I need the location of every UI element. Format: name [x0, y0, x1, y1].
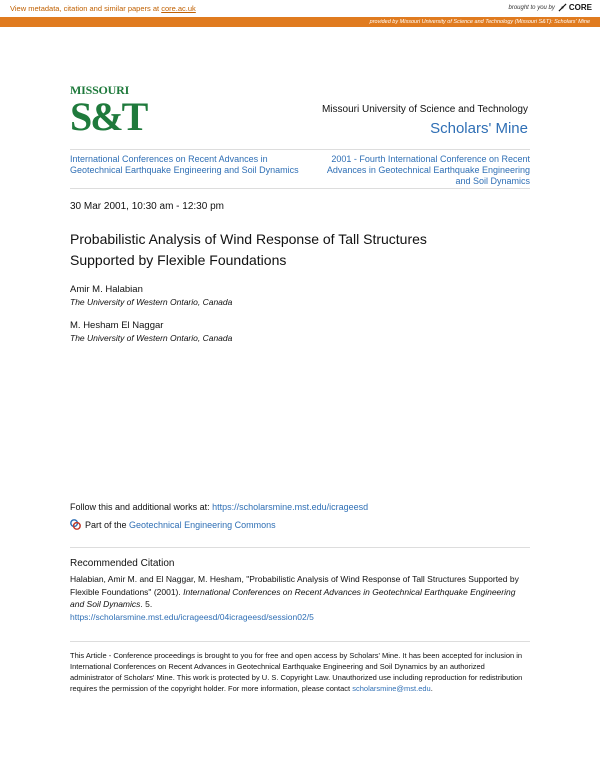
geotechnical-commons-link[interactable]: Geotechnical Engineering Commons [129, 519, 276, 530]
core-logo-text: CORE [568, 3, 592, 12]
author-name: Amir M. Halabian [70, 284, 143, 295]
provided-by-text: provided by Missouri University of Science and Technology (Missouri S&T): Scholars' Mine [369, 18, 590, 25]
contact-email-link[interactable]: scholarsmine@mst.edu [352, 684, 431, 693]
missouri-st-logo[interactable] [70, 83, 147, 139]
notice-text: This Article - Conference proceedings is brought to you for free and open access by Scholars' Mine. It has been accepted for inclusion in International Conferences on Recent Advances in Geotechnical Earthquake Engineering and Soil Dynamics by an authorized administrator of Scholars' Mine. This work is protected by U. S. Copyright Law. Unauthorized use including reproduction for redistribution requires the permission of the copyright holder. For more information, please contact [70, 651, 523, 693]
network-commons-icon [70, 519, 81, 530]
citation-url-link[interactable]: https://scholarsmine.mst.edu/icrageesd/04icrageesd/session02/5 [70, 611, 314, 622]
subcollection-link[interactable]: 2001 - Fourth International Conference on Recent Advances in Geotechnical Earthquake Engineering and Soil Dynamics [326, 154, 530, 186]
brought-text: brought to you by [508, 4, 555, 11]
scholars-mine-link[interactable]: Scholars' Mine [430, 120, 528, 137]
view-metadata-text: View metadata, citation and similar papers at [10, 4, 162, 13]
divider [70, 188, 530, 189]
divider [70, 547, 530, 548]
core-logo-icon [558, 3, 567, 12]
author-name: M. Hesham El Naggar [70, 320, 164, 331]
core-top-bar [0, 0, 600, 17]
divider [70, 641, 530, 642]
session-date: 30 Mar 2001, 10:30 am - 12:30 pm [70, 201, 224, 212]
follow-line [70, 502, 368, 512]
citation-journal: International Conferences on Recent Advances in Geotechnical Earthquake Engineering and Soil Dynamics [70, 586, 516, 609]
collection-link[interactable]: International Conferences on Recent Advances in Geotechnical Earthquake Engineering and Soil Dynamics [70, 154, 299, 175]
citation-suffix: . 5. [140, 599, 153, 609]
citation-authors: Halabian, Amir M. and El Naggar, M. Hesham, "Probabilistic Analysis of Wind Response of Tall Structures Supported by Flexible Foundations" (2001). [70, 574, 519, 597]
part-of-text: Part of the [85, 519, 130, 530]
paper-title: Probabilistic Analysis of Wind Response of Tall Structures Supported by Flexible Foundations [70, 231, 427, 268]
follow-text: Follow this and additional works at: [70, 502, 213, 512]
logo-word: MISSOURI [70, 83, 130, 97]
follow-url-link[interactable]: https://scholarsmine.mst.edu/icrageesd [212, 502, 369, 512]
notice-end: . [430, 684, 433, 693]
citation-text [70, 573, 530, 623]
author-affiliation: The University of Western Ontario, Canada [70, 333, 233, 343]
core-ac-uk-link[interactable]: core.ac.uk [161, 4, 196, 13]
author-affiliation: The University of Western Ontario, Canada [70, 297, 233, 307]
view-metadata-link[interactable] [10, 4, 196, 13]
recommended-citation-heading: Recommended Citation [70, 558, 175, 569]
access-notice [70, 650, 530, 694]
core-logo[interactable] [558, 3, 592, 12]
part-of-line [70, 519, 276, 530]
provided-by-bar [0, 17, 600, 27]
logo-mark: S&T [70, 94, 147, 139]
brought-to-you-by [509, 3, 593, 12]
divider [70, 149, 530, 150]
university-name: Missouri University of Science and Technology [321, 104, 528, 115]
